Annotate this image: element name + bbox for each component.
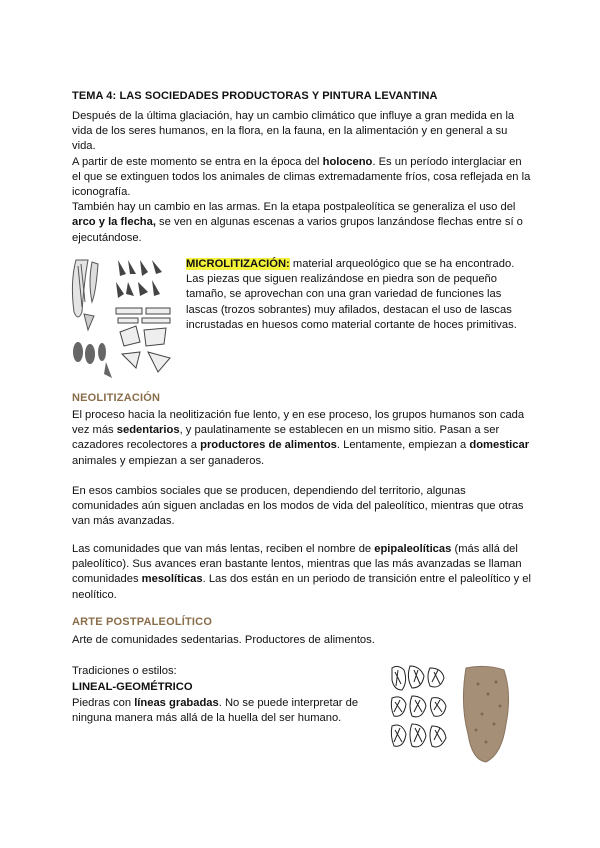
- neolitizacion-line: neolítico.: [72, 588, 117, 601]
- intro-p1-line: Después de la última glaciación, hay un cambio climático que influye a gran medida en la: [72, 110, 515, 122]
- intro-p1-line: vida de los seres humanos, en la flora, en la fauna, en la alimentación y en general a su: [72, 125, 508, 138]
- arte-heading: ARTE POSTPALEOLÍTICO: [72, 616, 213, 628]
- microlitizacion-line: MICROLITIZACIÓN: material arqueológico que se ha encontrado.: [186, 258, 515, 270]
- neolitizacion-line: El proceso hacia la neolitización fue lento, y en ese proceso, los grupos humanos son cada: [72, 409, 525, 421]
- intro-p2-line: A partir de este momento se entra en la época del holoceno. Es un período interglaciar en: [72, 155, 522, 168]
- arte-line: Arte de comunidades sedentarias. Productores de alimentos.: [72, 634, 375, 646]
- intro-p3-line: ejecutándose.: [72, 231, 142, 244]
- holoceno-term: holoceno: [322, 155, 373, 168]
- tradiciones-label: Tradiciones o estilos:: [72, 665, 177, 677]
- intro-p2-line: iconografía.: [72, 186, 131, 199]
- lineal-line: Piedras con líneas grabadas. No se puede interpretar de: [72, 697, 359, 709]
- mesoliticas-term: mesolíticas: [141, 573, 203, 586]
- microlitizacion-line: incrustadas en huesos como material cortante de hoces primitivas.: [186, 318, 517, 331]
- intro-p2-line: el que se extinguen todos los animales de climas extremadamente fríos, cosa reflejada en la: [72, 170, 531, 183]
- sedentarios-term: sedentarios: [116, 424, 180, 437]
- neolitizacion-p1: [72, 408, 528, 469]
- microlitizacion-line: lascas (trozos sobrantes) muy afilados, destacan el uso de lascas: [186, 303, 512, 316]
- neolitizacion-line: cazadores recolectores a productores de alimentos. Lentamente, empiezan a domesticar: [72, 439, 530, 452]
- microlitizacion-section: [186, 257, 528, 333]
- neolitizacion-heading: NEOLITIZACIÓN: [72, 392, 161, 404]
- lineas-grabadas-term: líneas grabadas: [134, 697, 219, 709]
- lineal-geometrico-heading: LINEAL-GEOMÉTRICO: [72, 681, 193, 693]
- intro-p3-line: También hay un cambio en las armas. En la etapa postpaleolítica se generaliza el uso del: [72, 201, 516, 214]
- intro-p3-line: arco y la flecha, se ven en algunas escenas a varios grupos lanzándose flechas entre sí o: [72, 216, 523, 229]
- microlitizacion-term: MICROLITIZACIÓN:: [186, 258, 290, 270]
- neolitizacion-line: comunidades aún siguen ancladas en los modos de vida del paleolítico, mientras que otras: [72, 500, 524, 513]
- microlitizacion-line: Las piezas que siguen realizándose en piedra son de pequeño: [186, 273, 497, 286]
- microlith-tools-illustration: [66, 252, 182, 386]
- neolitizacion-line: paleolítico). Sus avances eran bastante lentos, mientras que las más avanzadas se llaman: [72, 558, 522, 571]
- neolitizacion-p3: [72, 542, 531, 603]
- neolitizacion-line: van más avanzadas.: [72, 515, 175, 528]
- intro-section: [72, 109, 531, 246]
- neolitizacion-line: Las comunidades que van más lentas, reciben el nombre de epipaleolíticas (más allá del: [72, 543, 518, 555]
- neolitizacion-line: vez más sedentarios, y paulatinamente se establecen en un mismo sitio. Pasan a ser: [72, 424, 500, 437]
- neolitizacion-line: comunidades mesolíticas. Las dos están en un periodo de transición entre el paleolítico y el: [72, 573, 531, 586]
- domesticar-term: domesticar: [469, 439, 530, 452]
- microlitizacion-line: tamaño, se aprovechan con una gran variedad de funciones las: [186, 288, 502, 301]
- lineal-line: ninguna manera más allá de la huella del ser humano.: [72, 712, 342, 725]
- epipaleoliticas-term: epipaleolíticas: [374, 543, 452, 555]
- neolitizacion-p2: [72, 484, 528, 530]
- arco-flecha-term: arco y la flecha,: [72, 216, 156, 229]
- lineal-text: [72, 696, 358, 726]
- intro-p1-line: vida.: [72, 140, 96, 153]
- neolitizacion-line: animales y empiezan a ser ganaderos.: [72, 454, 265, 467]
- page-title: TEMA 4: LAS SOCIEDADES PRODUCTORAS Y PINTURA LEVANTINA: [72, 90, 438, 102]
- productores-term: productores de alimentos: [200, 439, 337, 452]
- neolitizacion-line: En esos cambios sociales que se producen, dependiendo del territorio, algunas: [72, 485, 466, 497]
- engraved-stones-photo: [388, 664, 524, 766]
